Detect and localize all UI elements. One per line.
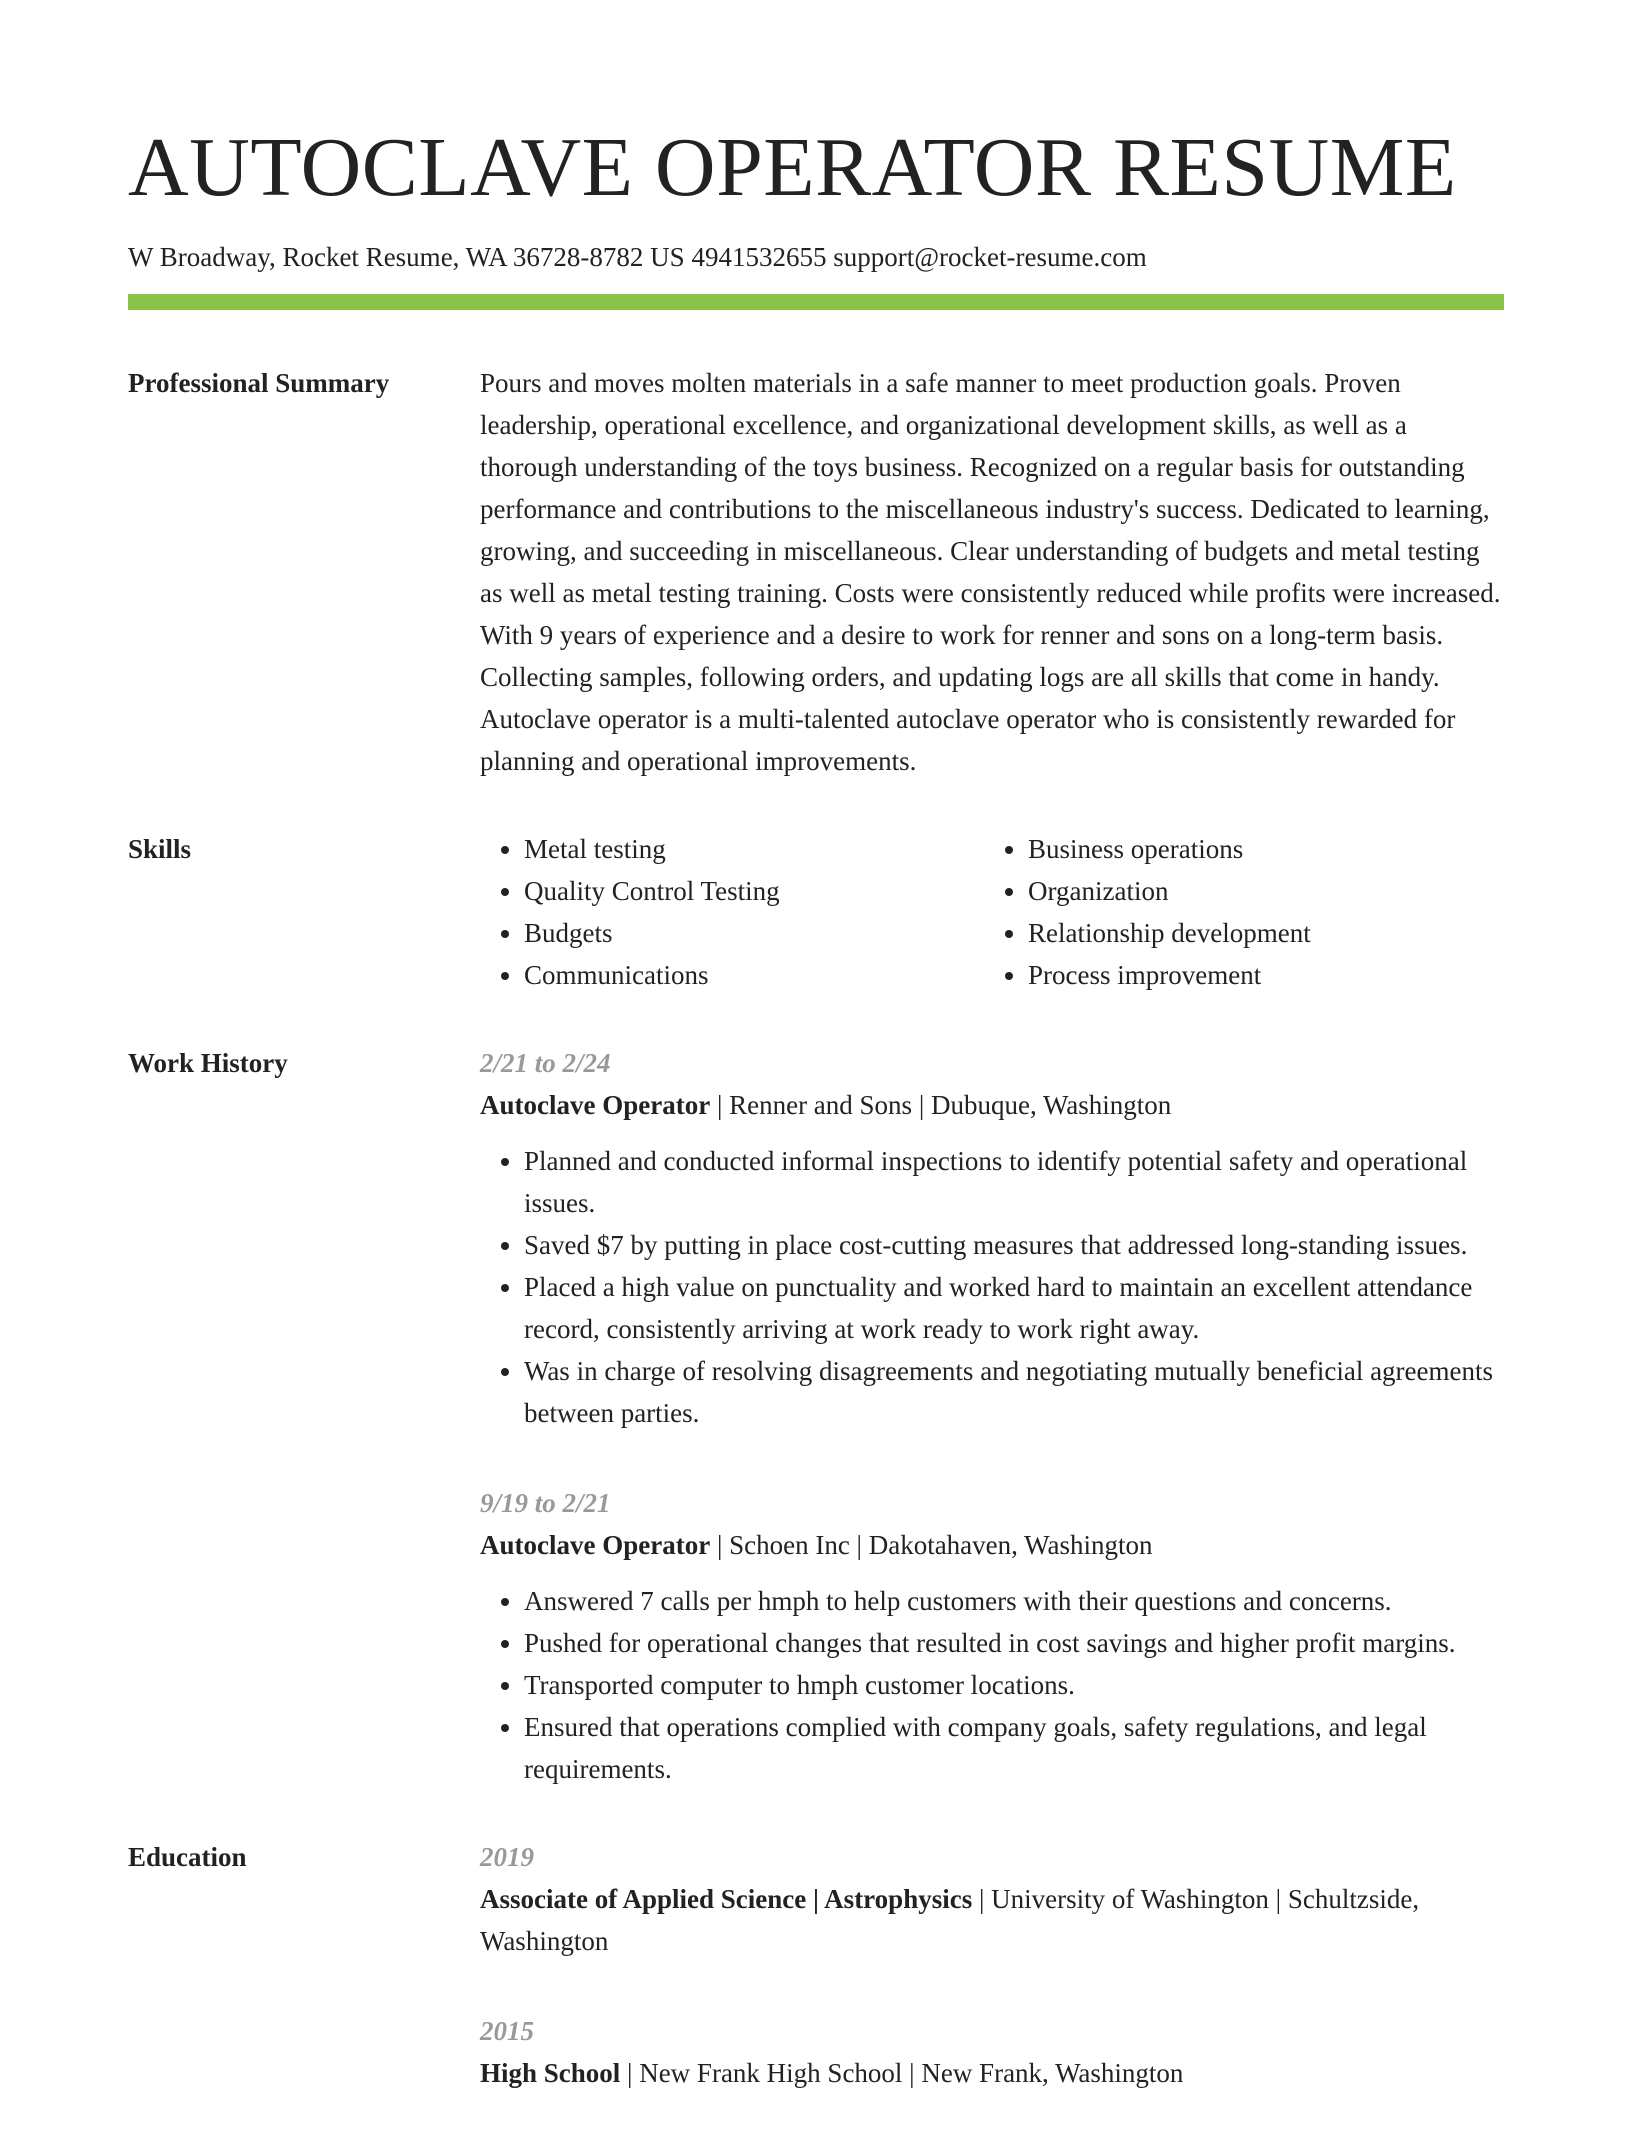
education-degree: Associate of Applied Science | Astrophysics [480,1884,973,1914]
work-history-section [128,1042,1504,1790]
skill-item: • Organization [1028,870,1488,912]
skill-item: • Process improvement [1028,954,1488,996]
job-bullets [480,1580,1504,1790]
job-details: | Schoen Inc | Dakotahaven, Washington [710,1530,1153,1560]
job-bullet: • Was in charge of resolving disagreements and negotiating mutually beneficial agreements between parties. [524,1350,1504,1434]
header-divider [128,294,1504,310]
job-bullet: • Ensured that operations complied with company goals, safety regulations, and legal requirements. [524,1706,1504,1790]
resume-page [128,0,1504,2142]
skills-section [128,828,1504,996]
skill-item: • Budgets [524,912,984,954]
education-details: | University of Washington | Schultzside, Washington [480,1884,1420,1956]
resume-title: AUTOCLAVE OPERATOR RESUME [128,121,1457,214]
skill-item: • Communications [524,954,984,996]
job-title: Autoclave Operator [480,1530,711,1560]
skill-item: • Quality Control Testing [524,870,984,912]
section-label-education: Education [128,1842,247,1872]
summary-section [128,362,1504,782]
skills-list-left [480,828,984,996]
education-year: 2019 [480,1842,534,1872]
education-degree: High School [480,2058,621,2088]
skills-list-right [984,828,1488,996]
job-bullet: • Pushed for operational changes that resulted in cost savings and higher profit margins. [524,1622,1504,1664]
education-year: 2015 [480,2016,534,2046]
skill-item: • Metal testing [524,828,984,870]
job-bullet: • Transported computer to hmph customer locations. [524,1664,1504,1706]
education-entry [480,1836,1504,1962]
job-date: 2/21 to 2/24 [480,1048,611,1078]
education-details: | New Frank High School | New Frank, Washington [620,2058,1184,2088]
job-heading [480,1084,1504,1126]
job-entry [480,1042,1504,1434]
job-bullet: • Planned and conducted informal inspections to identify potential safety and operational issues. [524,1140,1504,1224]
job-bullet: • Answered 7 calls per hmph to help customers with their questions and concerns. [524,1580,1504,1622]
section-label-summary: Professional Summary [128,368,390,398]
job-bullet: • Placed a high value on punctuality and worked hard to maintain an excellent attendance record, consistently arriving at work ready to work right away. [524,1266,1504,1350]
job-bullets [480,1140,1504,1434]
section-label-skills: Skills [128,834,192,864]
summary-text: Pours and moves molten materials in a safe manner to meet production goals. Proven leadership, operational excellence, and organizational development skills, as well as a thorough understanding of the toys business. Recognized on a regular basis for outstanding performance and contributions to the miscellaneous industry's success. Dedicated to learning, growing, and succeeding in miscellaneous. Clear understanding of budgets and metal testing as well as metal testing training. Costs were consistently reduced while profits were increased. With 9 years of experience and a desire to work for renner and sons on a long-term basis. Collecting samples, following orders, and updating logs are all skills that come in handy. Autoclave operator is a multi-talented autoclave operator who is consistently rewarded for planning and operational improvements. [480,368,1501,776]
job-date: 9/19 to 2/21 [480,1488,611,1518]
section-label-work: Work History [128,1048,288,1078]
job-bullet: • Saved $7 by putting in place cost-cutting measures that addressed long-standing issues. [524,1224,1504,1266]
job-details: | Renner and Sons | Dubuque, Washington [710,1090,1172,1120]
job-title: Autoclave Operator [480,1090,711,1120]
education-section [128,1836,1504,2142]
contact-line: W Broadway, Rocket Resume, WA 36728-8782 US 4941532655 support@rocket-resume.com [128,242,1147,272]
skill-item: • Business operations [1028,828,1488,870]
job-heading [480,1524,1504,1566]
job-entry [480,1482,1504,1790]
education-entry [480,2010,1504,2094]
education-heading [480,1878,1504,1962]
skill-item: • Relationship development [1028,912,1488,954]
education-heading [480,2052,1504,2094]
